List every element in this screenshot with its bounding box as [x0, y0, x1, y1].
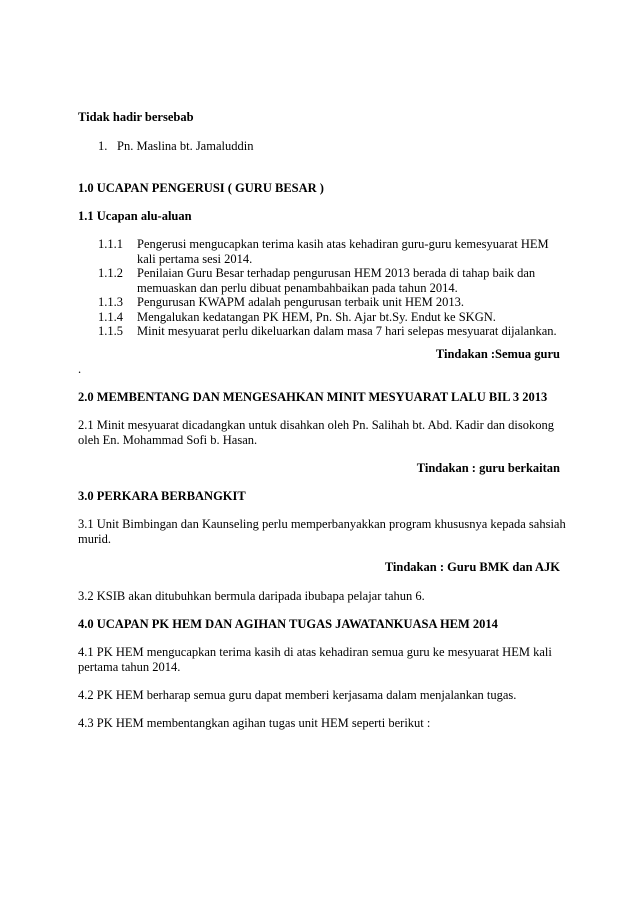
section-4-2-paragraph: 4.2 PK HEM berharap semua guru dapat memberi kerjasama dalam menjalankan tugas. — [78, 688, 517, 702]
item-1-1-1-text: Pengerusi mengucapkan terima kasih atas kehadiran guru-guru kemesyuarat HEM kali pertama sesi 2014. — [137, 237, 549, 266]
stray-period: . — [78, 362, 82, 376]
absent-item-number: 1. — [98, 139, 108, 153]
section-3-heading: 3.0 PERKARA BERBANGKIT — [78, 489, 246, 503]
item-1-1-2-text: Penilaian Guru Besar terhadap pengurusan HEM 2013 berada di tahap baik dan memuaskan dan perlu dibuat penambahbaikan pada tahun 2014. — [137, 266, 536, 295]
item-1-1-5-number: 1.1.5 — [98, 324, 123, 338]
item-1-1-4-text: Mengalukan kedatangan PK HEM, Pn. Sh. Ajar bt.Sy. Endut ke SKGN. — [137, 310, 496, 324]
item-1-1-3-text: Pengurusan KWAPM adalah pengurusan terbaik unit HEM 2013. — [137, 295, 465, 309]
section-4-heading: 4.0 UCAPAN PK HEM DAN AGIHAN TUGAS JAWATANKUASA HEM 2014 — [78, 617, 498, 631]
section-1-heading: 1.0 UCAPAN PENGERUSI ( GURU BESAR ) — [78, 181, 324, 195]
item-1-1-4-number: 1.1.4 — [98, 310, 123, 324]
section-1-action: Tindakan :Semua guru — [435, 347, 560, 361]
item-1-1-3-number: 1.1.3 — [98, 295, 123, 309]
section-2-heading: 2.0 MEMBENTANG DAN MENGESAHKAN MINIT MESYUARAT LALU BIL 3 2013 — [78, 390, 548, 404]
section-1-1-heading: 1.1 Ucapan alu-aluan — [78, 209, 192, 223]
absent-heading: Tidak hadir bersebab — [78, 110, 194, 124]
section-2-1-paragraph: 2.1 Minit mesyuarat dicadangkan untuk disahkan oleh Pn. Salihah bt. Abd. Kadir dan disokong oleh En. Mohammad Sofi b. Hasan. — [78, 418, 554, 447]
absent-item-text: Pn. Maslina bt. Jamaluddin — [117, 139, 254, 153]
item-1-1-2-number: 1.1.2 — [98, 266, 123, 280]
section-3-action: Tindakan : Guru BMK dan AJK — [384, 560, 560, 574]
item-1-1-5-text: Minit mesyuarat perlu dikeluarkan dalam masa 7 hari selepas mesyuarat dijalankan. — [137, 324, 557, 338]
item-1-1-1-number: 1.1.1 — [98, 237, 123, 251]
section-2-action: Tindakan : guru berkaitan — [416, 461, 560, 475]
section-3-1-paragraph: 3.1 Unit Bimbingan dan Kaunseling perlu memperbanyakkan program khususnya kepada sahsiah murid. — [78, 517, 566, 546]
section-3-2-paragraph: 3.2 KSIB akan ditubuhkan bermula daripada ibubapa pelajar tahun 6. — [78, 589, 425, 603]
section-4-3-paragraph: 4.3 PK HEM membentangkan agihan tugas unit HEM seperti berikut : — [78, 716, 431, 730]
section-4-1-paragraph: 4.1 PK HEM mengucapkan terima kasih di atas kehadiran semua guru ke mesyuarat HEM kali pertama tahun 2014. — [78, 645, 552, 674]
